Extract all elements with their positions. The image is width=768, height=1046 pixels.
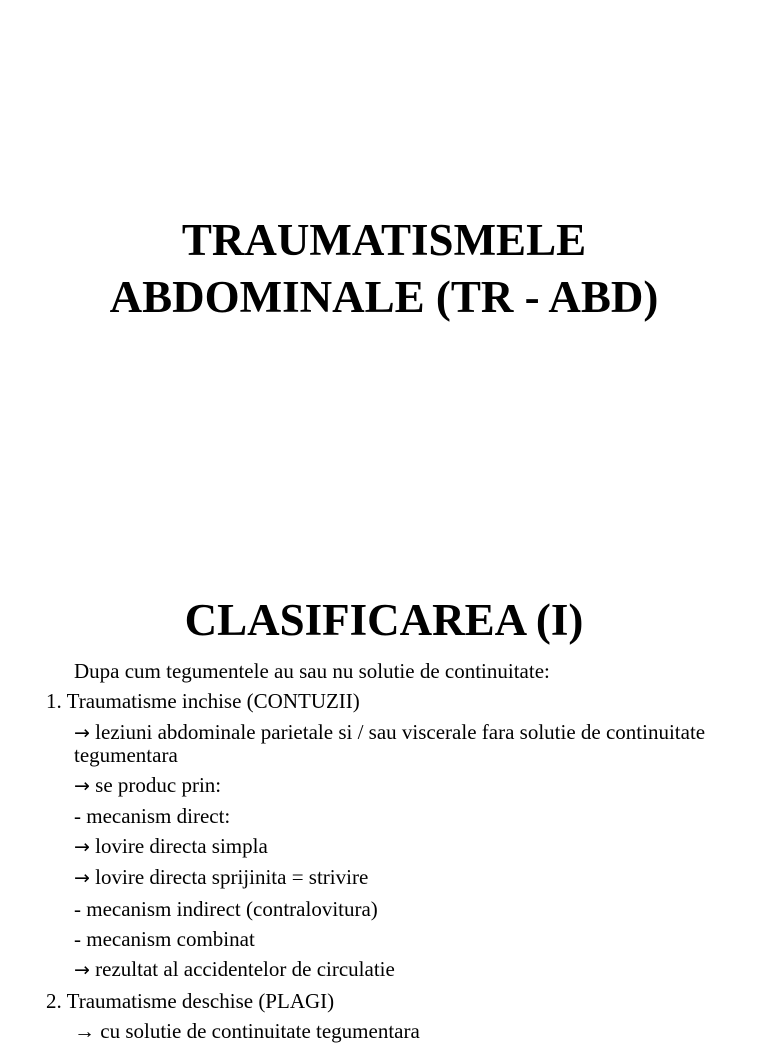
slide-title-classification: CLASIFICAREA (I): [184, 595, 584, 645]
sub-item-arrow: → leziuni abdominale parietale si / sau viscerale fara solutie de continuitate tegumentara: [74, 719, 706, 767]
list-item-closed-trauma: 1. Traumatisme inchise (CONTUZII): [46, 689, 360, 714]
sub-item-dash: - mecanism direct:: [74, 803, 231, 828]
arrow-icon: →: [74, 721, 90, 744]
sub-item-dash: - mecanism combinat: [74, 927, 255, 952]
slide-title-primary: [0, 212, 768, 326]
title-line-2: ABDOMINALE (TR - ABD): [109, 272, 659, 322]
list-item-open-trauma: 2. Traumatisme deschise (PLAGI): [46, 988, 335, 1013]
arrow-icon: →: [74, 959, 90, 982]
classification-body: [0, 656, 768, 1046]
intro-line: Dupa cum tegumentele au sau nu solutie de continuitate:: [74, 659, 550, 683]
arrow-icon: →: [74, 774, 90, 797]
arrow-icon: →: [74, 836, 90, 859]
sub-item-arrow: → rezultat al accidentelor de circulatie: [74, 957, 395, 982]
sub-item-arrow: → lovire directa simpla: [74, 834, 268, 859]
partial-line-cut-off: → cu solutie de continuitate tegumentara: [74, 1018, 420, 1043]
sub-item-dash: - mecanism indirect (contralovitura): [74, 896, 378, 921]
sub-item-arrow: → lovire directa sprijinita = strivire: [74, 865, 369, 890]
title-line-1: TRAUMATISMELE: [181, 215, 587, 265]
arrow-icon: →: [74, 867, 90, 890]
sub-item-arrow: → se produc prin:: [74, 772, 222, 797]
